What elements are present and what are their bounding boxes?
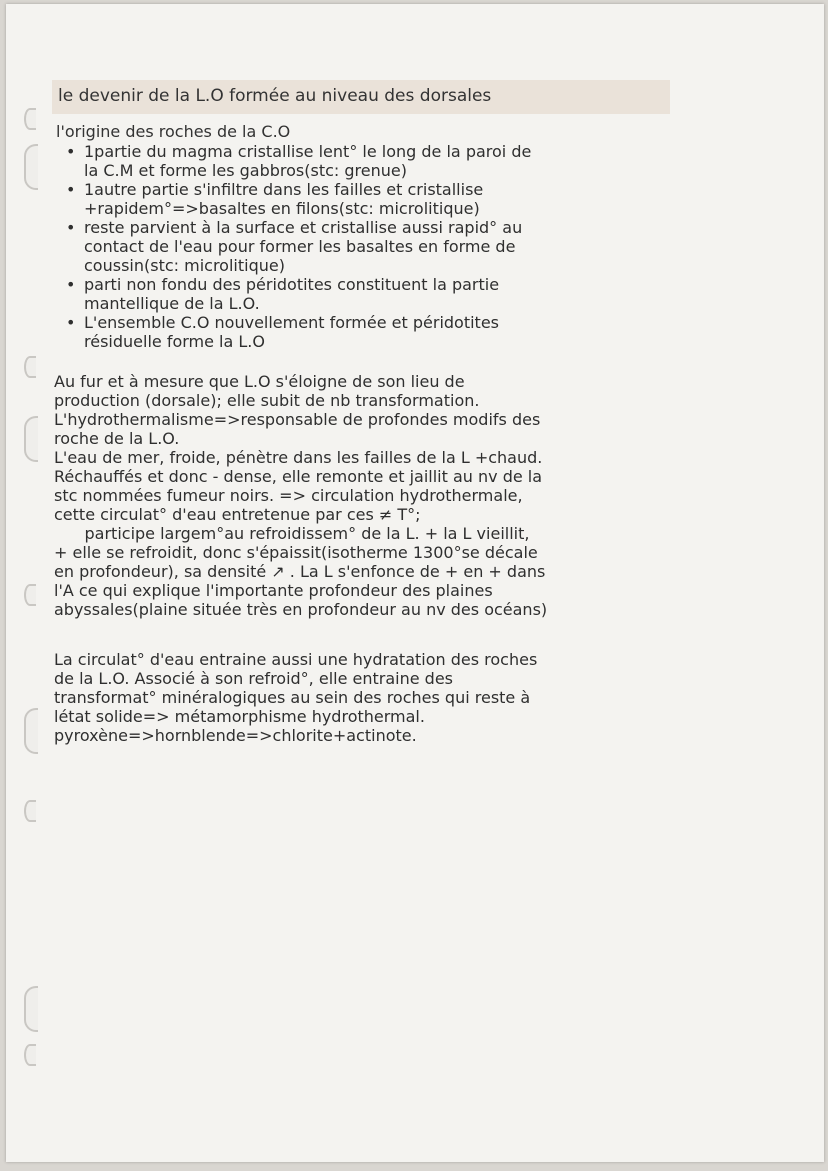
binder-hole <box>24 584 36 606</box>
bullet-list <box>56 142 531 351</box>
list-item: • reste parvient à la surface et cristallise aussi rapid° au contact de l'eau pour former les basaltes en forme de coussin(stc: microlitique) <box>56 218 531 275</box>
list-item: • 1partie du magma cristallise lent° le long de la paroi de la C.M et forme les gabbros(stc: grenue) <box>56 142 531 180</box>
binder-hole <box>24 1044 36 1066</box>
binder-hole <box>24 708 38 754</box>
paragraph-hydrothermalism: Au fur et à mesure que L.O s'éloigne de son lieu de production (dorsale); elle subit de nb transformation. L'hydrothermalisme=>responsable de profondes modifs des roche de la L.O. L'eau de mer, froide, pénètre dans les failles de la L +chaud. Réchauffés et donc - dense, elle remonte et jaillit au nv de la stc nommées fumeur noirs. => circulation hydrothermale, cette circulat° d'eau entretenue par ces ≠ T°; participe largem°au refroidissem° de la L. + la L vieillit, + elle se refroidit, donc s'épaissit(isotherme 1300°se décale en profondeur), sa densité ↗ . La L s'enfonce de + en + dans l'A ce qui explique l'importante profondeur des plaines abyssales(plaine située très en profondeur au nv des océans) <box>54 372 548 619</box>
binder-hole <box>24 986 38 1032</box>
binder-hole <box>24 416 38 462</box>
binder-hole <box>24 800 36 822</box>
list-item: • parti non fondu des péridotites constituent la partie mantellique de la L.O. <box>56 275 531 313</box>
binder-hole <box>24 144 38 190</box>
list-item: • 1autre partie s'infiltre dans les failles et cristallise +rapidem°=>basaltes en filons(stc: microlitique) <box>56 180 531 218</box>
binder-hole <box>24 356 36 378</box>
paragraph-metamorphism: La circulat° d'eau entraine aussi une hydratation des roches de la L.O. Associé à son refroid°, elle entraine des transformat° minéralogiques au sein des roches qui reste à létat solide=> métamorphisme hydrothermal. pyroxène=>hornblende=>chlorite+actinote. <box>54 650 538 745</box>
page-title: le devenir de la L.O formée au niveau des dorsales <box>58 86 492 106</box>
list-item: • L'ensemble C.O nouvellement formée et péridotites résiduelle forme la L.O <box>56 313 531 351</box>
section-heading: l'origine des roches de la C.O <box>56 122 291 141</box>
binder-hole <box>24 108 36 130</box>
